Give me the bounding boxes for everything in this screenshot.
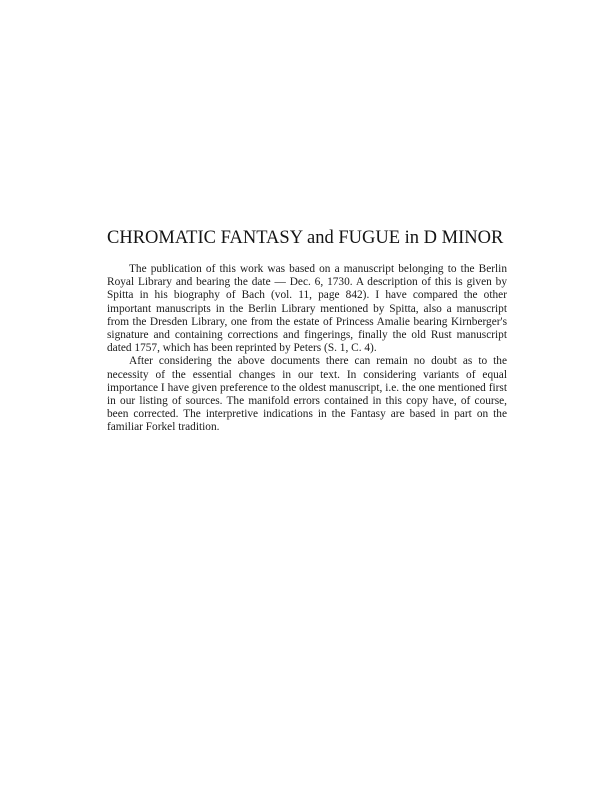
body-paragraph-1: The publication of this work was based on a manuscript belonging to the Berlin Royal Library and bearing the date — Dec. 6, 1730. A description of this is given by Spitta in his biography of Bach (vol. 11, page 842). I have compared the other important manuscripts in the Berlin Library mentioned by Spitta, also a manuscript from the Dresden Library, one from the estate of Princess Amalie bearing Kirnberger's signature and containing corrections and fingerings, finally the old Rust manuscript dated 1757, which has been reprinted by Peters (S. 1, C. 4).	[107, 263, 507, 355]
body-paragraph-2: After considering the above documents there can remain no doubt as to the necessity of the essential changes in our text. In considering variants of equal importance I have given preference to the oldest manuscript, i.e. the one mentioned first in our listing of sources. The manifold errors contained in this copy have, of course, been corrected. The interpretive indications in the Fantasy are based in part on the familiar Forkel tradition.	[107, 355, 507, 434]
document-body	[107, 263, 507, 435]
document-title: CHROMATIC FANTASY and FUGUE in D MINOR	[107, 228, 504, 248]
